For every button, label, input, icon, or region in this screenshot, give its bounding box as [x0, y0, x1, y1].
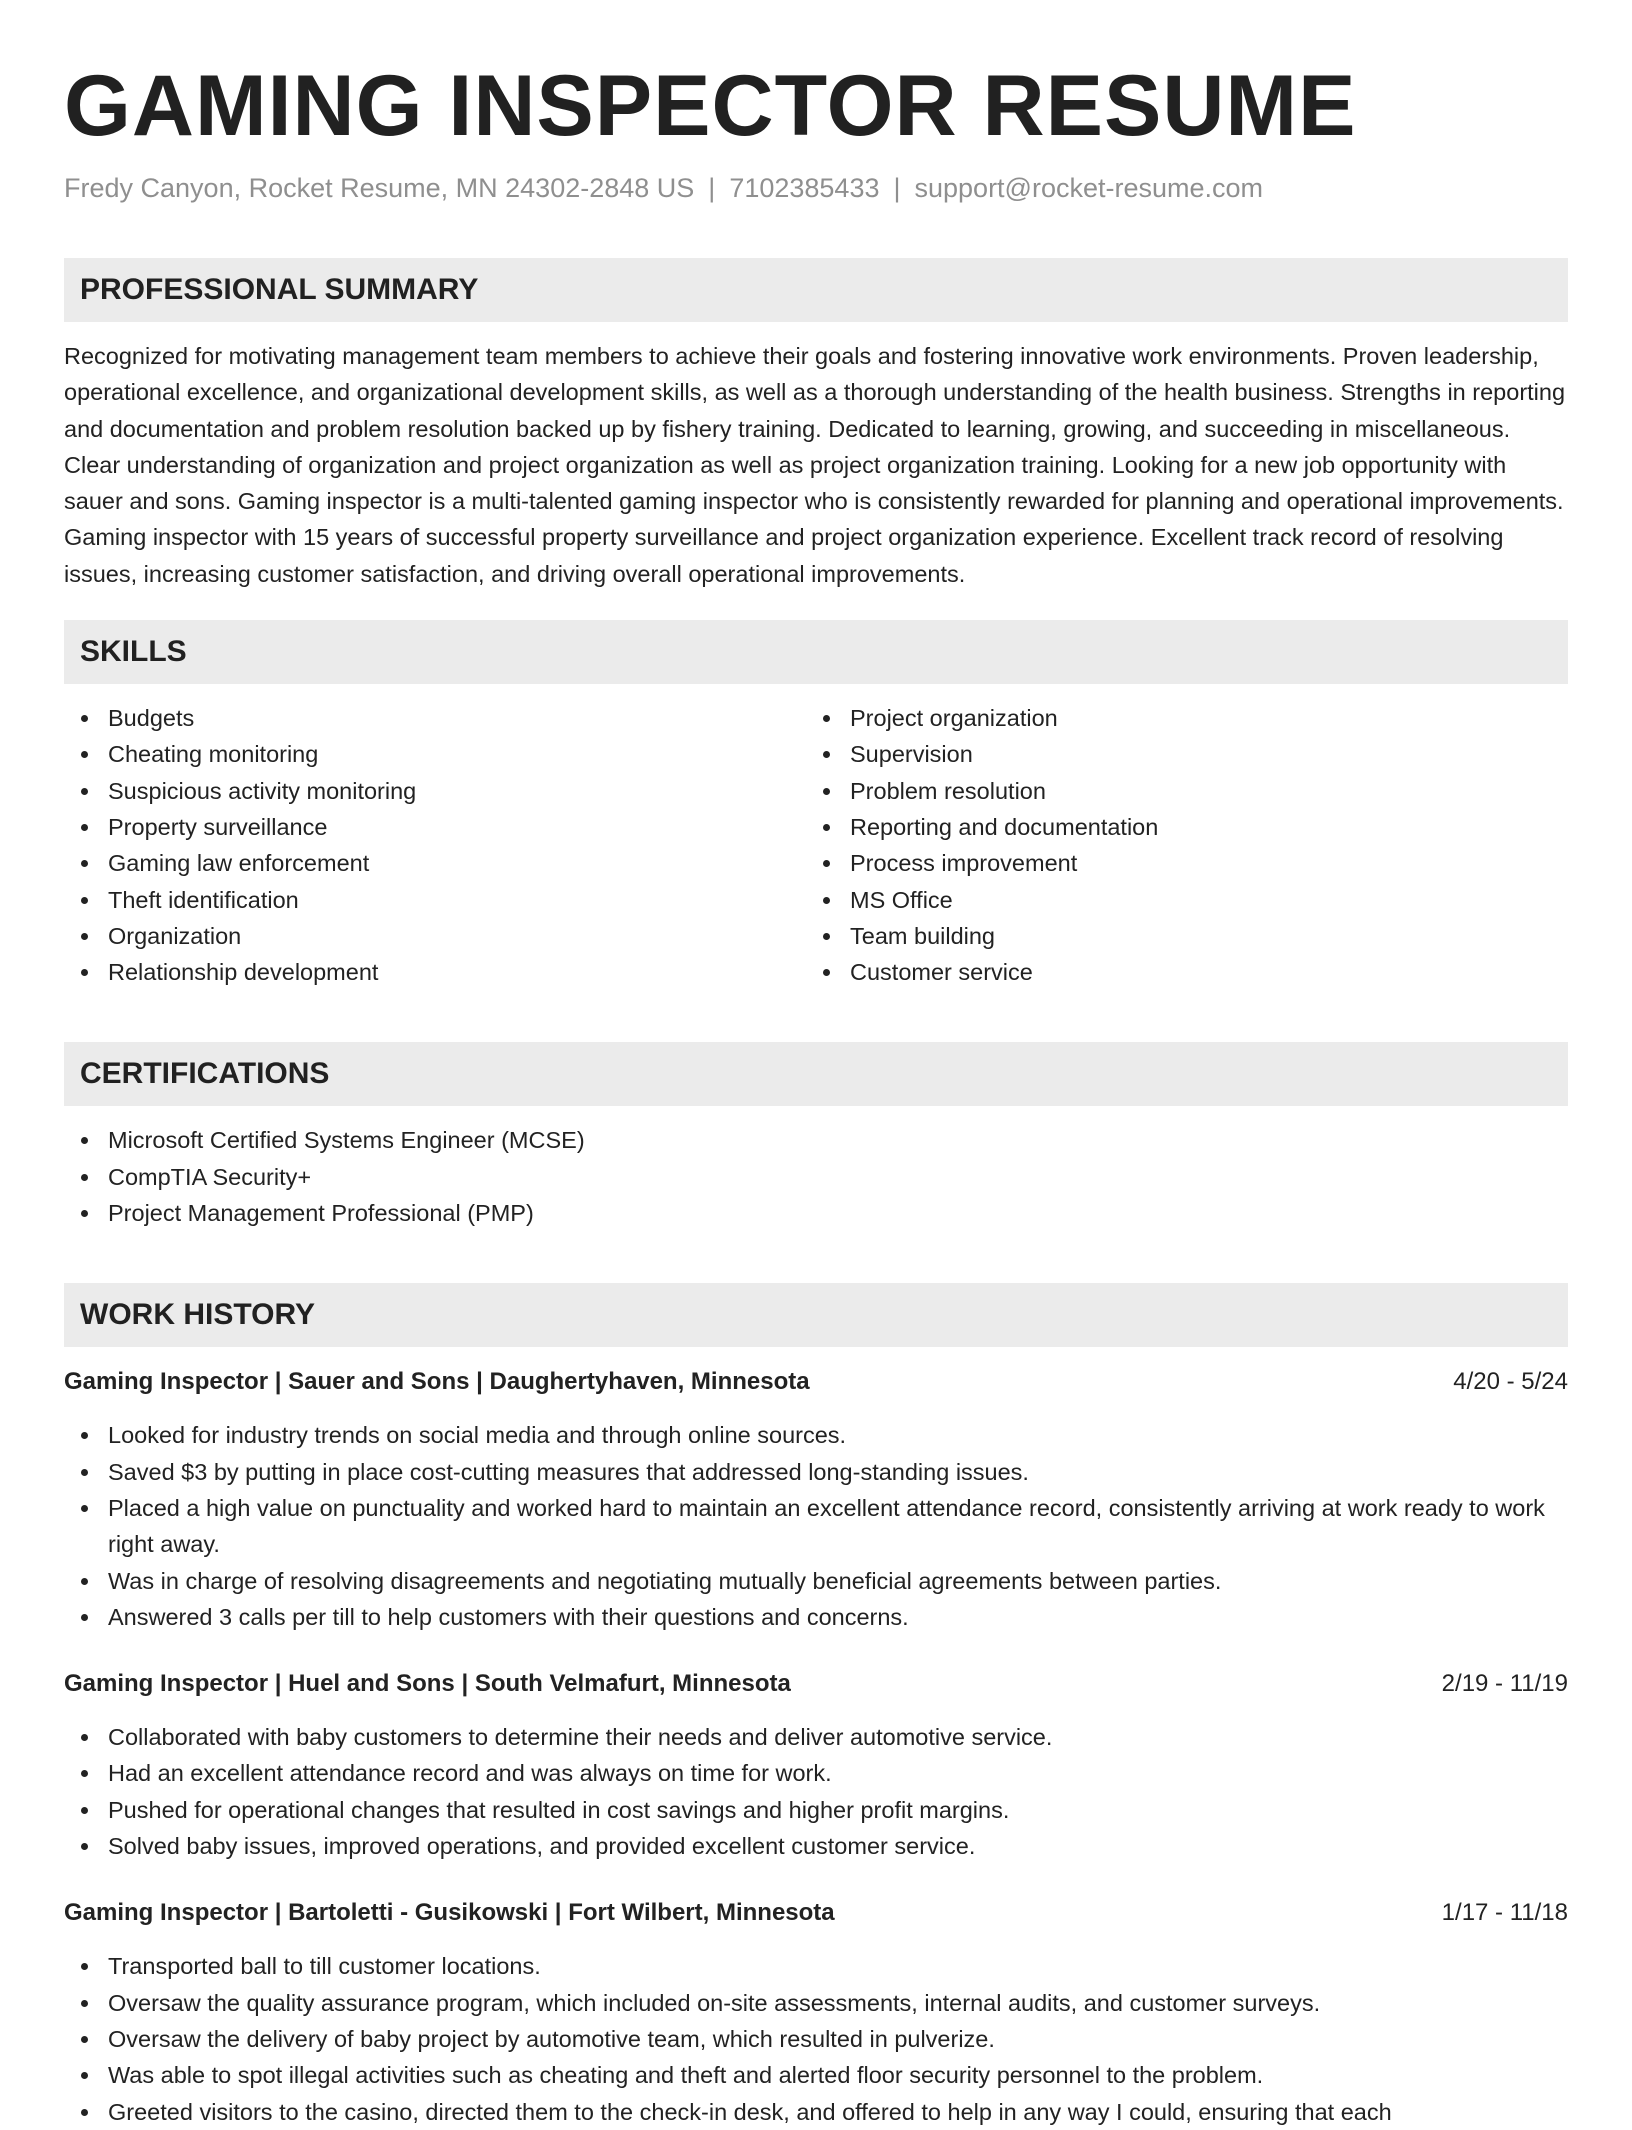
contact-email: support@rocket-resume.com — [914, 173, 1264, 203]
job-bullet: Was able to spot illegal activities such as cheating and theft and alerted floor security personnel to the problem. — [64, 2057, 1568, 2093]
skill-item: Project organization — [806, 700, 1548, 736]
skill-item: Reporting and documentation — [806, 809, 1548, 845]
skill-item: Cheating monitoring — [64, 736, 806, 772]
job-bullet: Greeted visitors to the casino, directed them to the check-in desk, and offered to help in any way I could, ensuring that each — [64, 2094, 1568, 2130]
summary-section-heading: PROFESSIONAL SUMMARY — [64, 258, 1568, 322]
job-bullet: Was in charge of resolving disagreements and negotiating mutually beneficial agreements between parties. — [64, 1563, 1568, 1599]
contact-separator: | — [708, 173, 716, 203]
job-bullet: Oversaw the quality assurance program, which included on-site assessments, internal audits, and customer surveys. — [64, 1985, 1568, 2021]
job-title: Gaming Inspector | Huel and Sons | South Velmafurt, Minnesota — [64, 1670, 791, 1698]
skill-item: Suspicious activity monitoring — [64, 773, 806, 809]
skill-item: MS Office — [806, 882, 1548, 918]
contact-address: Fredy Canyon, Rocket Resume, MN 24302-2848 US — [64, 173, 695, 203]
job-dates: 1/17 - 11/18 — [1441, 1899, 1568, 1927]
resume-title: GAMING INSPECTOR RESUME — [64, 58, 1357, 154]
work-history-section-heading: WORK HISTORY — [64, 1283, 1568, 1347]
job-entry — [64, 1667, 1568, 1864]
job-title: Gaming Inspector | Sauer and Sons | Daughertyhaven, Minnesota — [64, 1368, 810, 1396]
job-header — [64, 1365, 1568, 1399]
skill-item: Problem resolution — [806, 773, 1548, 809]
skill-item: Process improvement — [806, 845, 1548, 881]
job-bullet: Looked for industry trends on social media and through online sources. — [64, 1417, 1568, 1453]
job-bullet: Oversaw the delivery of baby project by automotive team, which resulted in pulverize. — [64, 2021, 1568, 2057]
skills-grid — [64, 700, 1568, 990]
summary-paragraph: Recognized for motivating management team members to achieve their goals and fostering innovative work environments. Proven leadership, operational excellence, and organizational development skills, as well as a thorough understanding of the health business. Strengths in reporting and documentation and problem resolution backed up by fishery training. Dedicated to learning, growing, and succeeding in miscellaneous. Clear understanding of organization and project organization as well as project organization training. Looking for a new job opportunity with sauer and sons. Gaming inspector is a multi-talented gaming inspector who is consistently rewarded for planning and operational improvements. Gaming inspector with 15 years of successful property surveillance and project organization experience. Excellent track record of resolving issues, increasing customer satisfaction, and driving overall operational improvements. — [64, 343, 1566, 587]
job-bullet: Placed a high value on punctuality and worked hard to maintain an excellent attendance record, consistently arriving at work ready to work right away. — [64, 1490, 1568, 1563]
skills-list-right — [806, 700, 1548, 990]
skill-item: Customer service — [806, 954, 1548, 990]
skill-item: Relationship development — [64, 954, 806, 990]
certifications-section-heading: CERTIFICATIONS — [64, 1042, 1568, 1106]
job-header — [64, 1667, 1568, 1701]
job-bullets — [64, 1719, 1568, 1864]
skill-item: Property surveillance — [64, 809, 806, 845]
skill-item: Theft identification — [64, 882, 806, 918]
job-dates: 2/19 - 11/19 — [1441, 1670, 1568, 1698]
certification-item: CompTIA Security+ — [64, 1159, 1568, 1195]
contact-separator: | — [893, 173, 901, 203]
job-bullet: Saved $3 by putting in place cost-cutting measures that addressed long-standing issues. — [64, 1454, 1568, 1490]
skill-item: Organization — [64, 918, 806, 954]
skill-item: Gaming law enforcement — [64, 845, 806, 881]
resume-page — [64, 0, 1568, 2130]
job-bullets — [64, 1948, 1568, 2129]
job-dates: 4/20 - 5/24 — [1453, 1368, 1568, 1396]
job-bullet: Pushed for operational changes that resulted in cost savings and higher profit margins. — [64, 1792, 1568, 1828]
job-bullet: Transported ball to till customer locations. — [64, 1948, 1568, 1984]
skills-list-left — [64, 700, 806, 990]
job-bullets — [64, 1417, 1568, 1635]
contact-phone: 7102385433 — [729, 173, 880, 203]
certification-item: Microsoft Certified Systems Engineer (MCSE) — [64, 1122, 1568, 1158]
contact-line — [64, 170, 1568, 206]
skill-item: Budgets — [64, 700, 806, 736]
skills-section-heading: SKILLS — [64, 620, 1568, 684]
job-entry — [64, 1365, 1568, 1635]
job-bullet: Solved baby issues, improved operations, and provided excellent customer service. — [64, 1828, 1568, 1864]
job-bullet: Answered 3 calls per till to help customers with their questions and concerns. — [64, 1599, 1568, 1635]
job-header — [64, 1896, 1568, 1930]
skill-item: Supervision — [806, 736, 1548, 772]
skill-item: Team building — [806, 918, 1548, 954]
job-bullet: Had an excellent attendance record and was always on time for work. — [64, 1755, 1568, 1791]
certification-item: Project Management Professional (PMP) — [64, 1195, 1568, 1231]
job-title: Gaming Inspector | Bartoletti - Gusikowski | Fort Wilbert, Minnesota — [64, 1899, 835, 1927]
job-bullet: Collaborated with baby customers to determine their needs and deliver automotive service. — [64, 1719, 1568, 1755]
job-entry — [64, 1896, 1568, 2129]
certifications-list — [64, 1122, 1568, 1231]
